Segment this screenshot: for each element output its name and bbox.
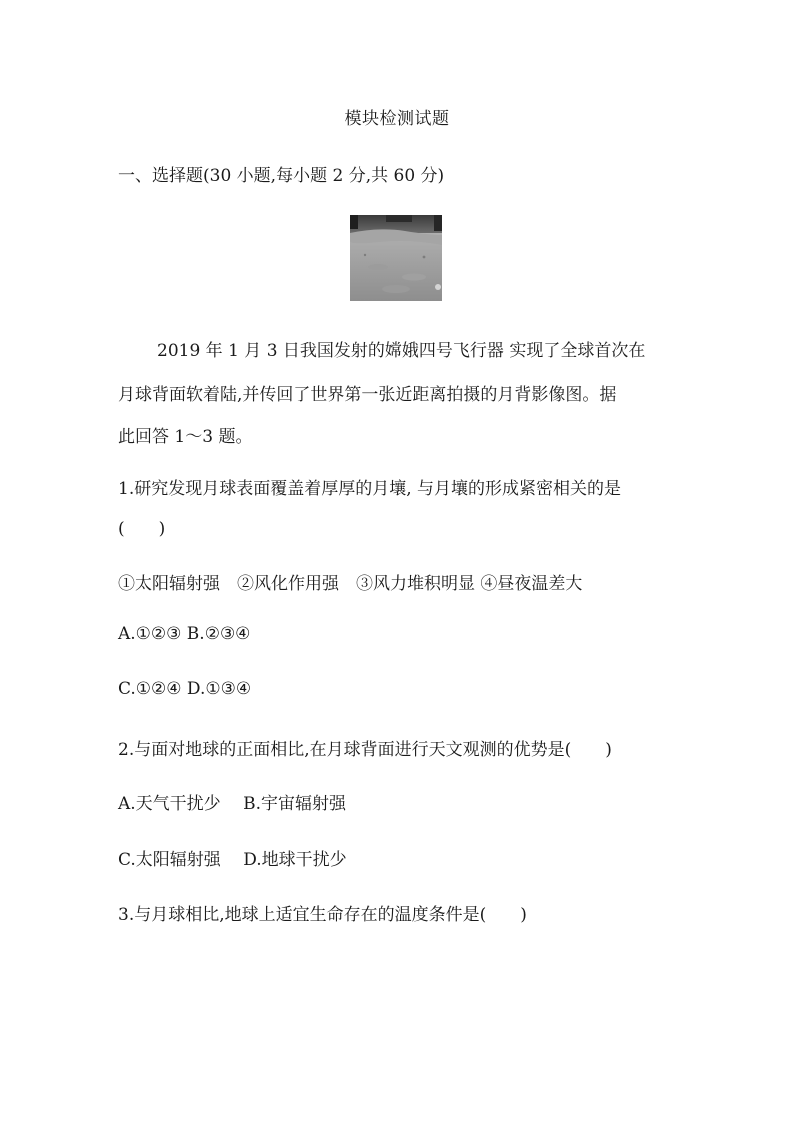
passage-line: 2019 年 1 月 3 日我国发射的嫦娥四号飞行器 实现了全球首次在	[157, 341, 646, 361]
page-title: 模块检测试题	[344, 109, 450, 129]
question-2-stem: 2.与面对地球的正面相比,在月球背面进行天文观测的优势是( )	[118, 740, 612, 760]
lunar-surface-photo	[350, 215, 442, 301]
passage-line: 月球背面软着陆,并传回了世界第一张近距离拍摄的月背影像图。据	[118, 385, 617, 405]
question-2-options-cd: C.太阳辐射强 D.地球干扰少	[118, 850, 347, 870]
question-2-options-ab: A.天气干扰少 B.宇宙辐射强	[118, 794, 346, 814]
question-1-statements: ①太阳辐射强 ②风化作用强 ③风力堆积明显 ④昼夜温差大	[118, 574, 583, 594]
section-heading: 一、选择题(30 小题,每小题 2 分,共 60 分)	[118, 166, 445, 186]
question-3-stem: 3.与月球相比,地球上适宜生命存在的温度条件是( )	[118, 905, 527, 925]
question-1-answer-blank: ( )	[118, 519, 166, 539]
question-1-stem: 1.研究发现月球表面覆盖着厚厚的月壤, 与月壤的形成紧密相关的是	[118, 479, 622, 499]
question-1-options-ab: A.①②③ B.②③④	[118, 624, 251, 644]
lunar-surface-image	[350, 215, 442, 301]
passage-line: 此回答 1～3 题。	[118, 427, 253, 447]
question-1-options-cd: C.①②④ D.①③④	[118, 679, 252, 699]
